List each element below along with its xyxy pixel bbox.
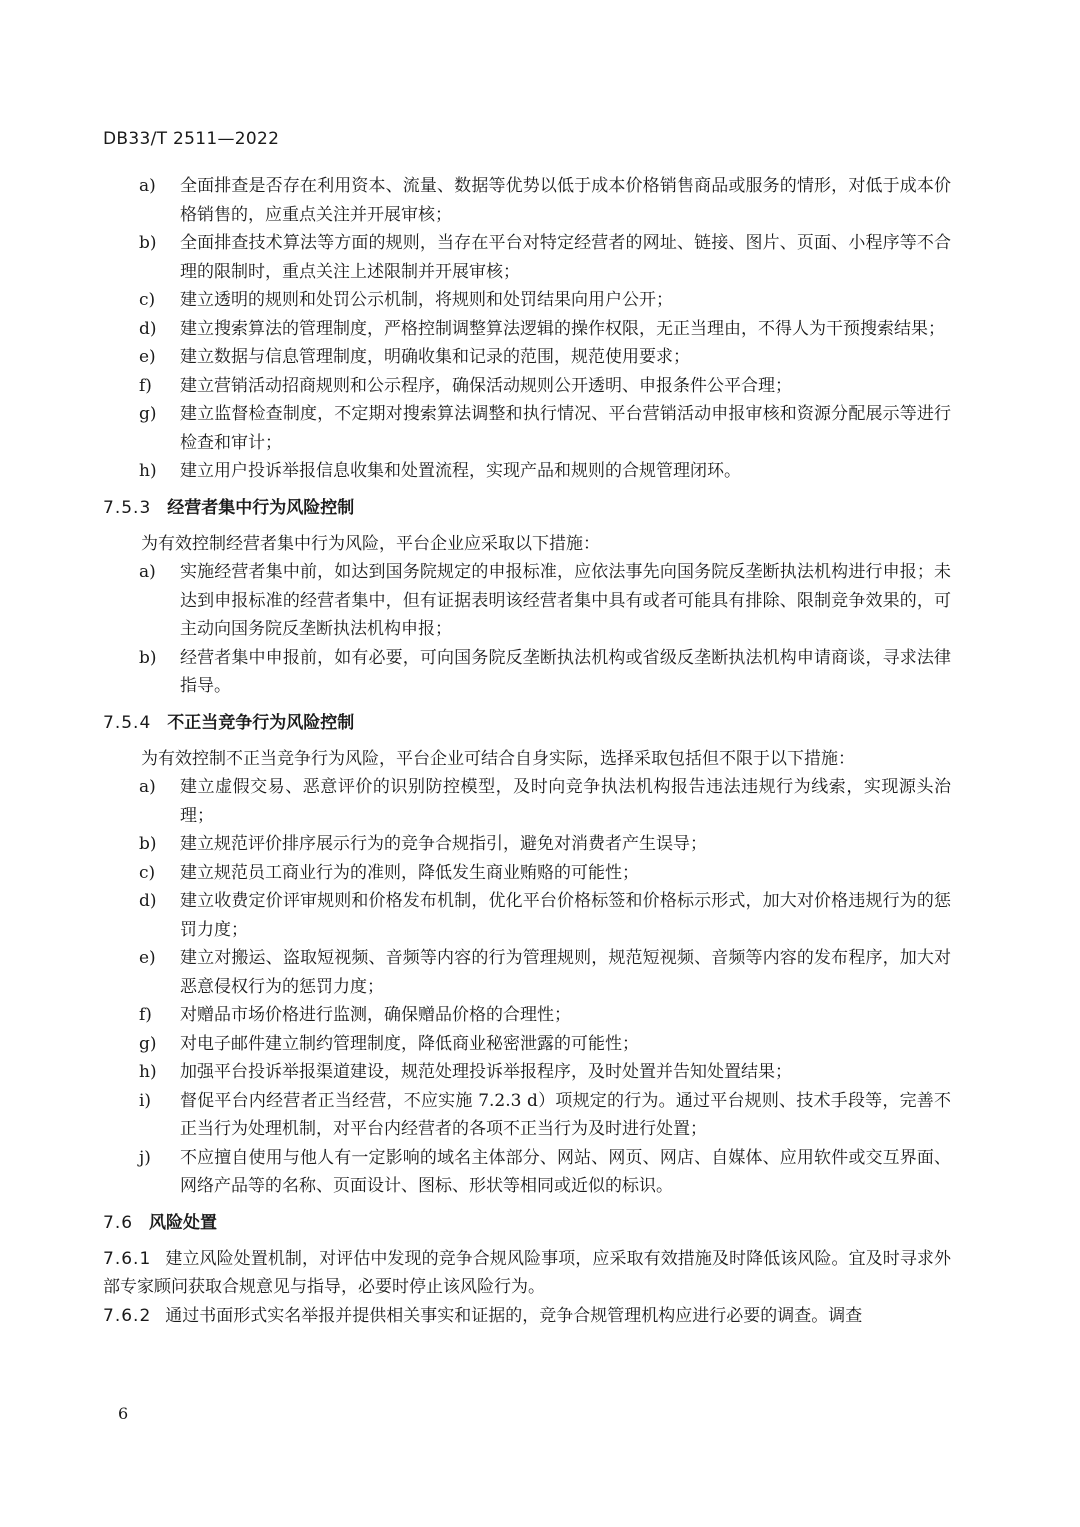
section-number: 7.5.4 (103, 712, 152, 733)
section-title: 不正当竞争行为风险控制 (167, 712, 355, 733)
item-marker: h) (139, 461, 157, 481)
item-marker: f) (139, 375, 152, 396)
item-marker: b) (139, 834, 157, 854)
item-text: 全面排查是否存在利用资本、流量、数据等优势以低于成本价格销售商品或服务的情形，对低于成本价格销售的，应重点关注并开展审核； (180, 176, 951, 225)
item-text: 建立数据与信息管理制度，明确收集和记录的范围，规范使用要求； (180, 347, 690, 367)
item-marker: c) (139, 290, 156, 310)
item-text: 建立虚假交易、恶意评价的识别防控模型，及时向竞争执法机构报告违法违规行为线索，实现源头治理； (180, 777, 951, 826)
item-marker: a) (139, 777, 156, 797)
item-text: 建立监督检查制度，不定期对搜索算法调整和执行情况、平台营销活动申报审核和资源分配展示等进行检查和审计； (180, 404, 951, 453)
item-marker: b) (139, 233, 157, 253)
clause-text: 建立风险处置机制，对评估中发现的竞争合规风险事项，应采取有效措施及时降低该风险。宜及时寻求外部专家顾问获取合规意见与指导，必要时停止该风险行为。 (103, 1248, 951, 1297)
item-text: 督促平台内经营者正当经营，不应实施 7.2.3 d）项规定的行为。通过平台规则、技术手段等，完善不正当行为处理机制，对平台内经营者的各项不正当行为及时进行处置； (180, 1090, 951, 1139)
item-text: 加强平台投诉举报渠道建设，规范处理投诉举报程序，及时处置并告知处置结果； (180, 1062, 792, 1082)
item-text: 对电子邮件建立制约管理制度，降低商业秘密泄露的可能性； (180, 1033, 639, 1054)
item-marker: a) (139, 562, 156, 582)
item-marker: j) (139, 1147, 151, 1168)
item-text: 建立收费定价评审规则和价格发布机制，优化平台价格标签和价格标示形式，加大对价格违规行为的惩罚力度； (180, 891, 951, 940)
item-text: 建立透明的规则和处罚公示机制，将规则和处罚结果向用户公开； (180, 290, 673, 310)
standard-code-header: DB33/T 2511—2022 (103, 129, 280, 149)
item-text: 对赠品市场价格进行监测，确保赠品价格的合理性； (180, 1005, 571, 1025)
section-heading-7-6 (103, 1209, 951, 1237)
section-title: 风险处置 (149, 1212, 218, 1233)
section-intro: 为有效控制不正当竞争行为风险，平台企业可结合自身实际，选择采取包括但不限于以下措施： (141, 748, 855, 769)
list-item (103, 457, 951, 486)
list-item (103, 229, 951, 286)
item-marker: a) (139, 176, 156, 196)
item-text: 建立对搬运、盗取短视频、音频等内容的行为管理规则，规范短视频、音频等内容的发布程序，加大对恶意侵权行为的惩罚力度； (180, 948, 951, 997)
item-marker: h) (139, 1062, 157, 1082)
item-text: 建立规范员工商业行为的准则，降低发生商业贿赂的可能性； (180, 862, 639, 883)
item-marker: g) (139, 404, 157, 424)
item-text: 建立用户投诉举报信息收集和处置流程，实现产品和规则的合规管理闭环。 (180, 461, 741, 481)
list-item (103, 372, 951, 401)
item-text: 实施经营者集中前，如达到国务院规定的申报标准，应依法事先向国务院反垄断执法机构进行申报；未达到申报标准的经营者集中，但有证据表明该经营者集中具有或者可能具有排除、限制竞争效果的，可主动向国务院反垄断执法机构申报； (180, 562, 951, 639)
clause-7-6-2 (103, 1302, 951, 1331)
section-title: 经营者集中行为风险控制 (167, 497, 355, 518)
list-item (103, 830, 951, 859)
list-item (103, 944, 951, 1001)
list-item (103, 315, 951, 344)
section-heading-7-5-4 (103, 709, 951, 737)
item-text: 全面排查技术算法等方面的规则，当存在平台对特定经营者的网址、链接、图片、页面、小程序等不合理的限制时，重点关注上述限制并开展审核； (180, 233, 951, 282)
list-item (103, 773, 951, 830)
list-7-5-4 (103, 773, 951, 1201)
item-text: 不应擅自使用与他人有一定影响的域名主体部分、网站、网页、网店、自媒体、应用软件或交互界面、网络产品等的名称、页面设计、图标、形状等相同或近似的标识。 (180, 1147, 951, 1196)
item-marker: b) (139, 647, 157, 668)
clause-7-6-1 (103, 1245, 951, 1302)
list-item (103, 1030, 951, 1059)
list-item (103, 1058, 951, 1087)
page-number: 6 (118, 1404, 129, 1423)
list-item (103, 644, 951, 701)
list-item (103, 343, 951, 372)
clause-text: 通过书面形式实名举报并提供相关事实和证据的，竞争合规管理机构应进行必要的调查。调查 (165, 1305, 863, 1326)
list-item (103, 1144, 951, 1201)
item-text: 建立规范评价排序展示行为的竞争合规指引，避免对消费者产生误导； (180, 834, 707, 854)
list-item (103, 172, 951, 229)
list-7-5-3 (103, 558, 951, 701)
list-item (103, 286, 951, 315)
item-marker: e) (139, 948, 156, 968)
clause-number: 7.6.1 (103, 1248, 152, 1269)
item-marker: g) (139, 1033, 157, 1054)
section-number: 7.6 (103, 1212, 134, 1233)
item-marker: e) (139, 347, 156, 367)
clause-number: 7.6.2 (103, 1305, 152, 1326)
section-heading-7-5-3 (103, 494, 951, 522)
item-marker: c) (139, 862, 156, 883)
section-intro: 为有效控制经营者集中行为风险，平台企业应采取以下措施： (141, 533, 600, 554)
list-item (103, 859, 951, 888)
list-item (103, 558, 951, 644)
list-item (103, 1087, 951, 1144)
item-marker: i) (139, 1090, 152, 1111)
item-text: 建立搜索算法的管理制度，严格控制调整算法逻辑的操作权限，无正当理由，不得人为干预搜索结果； (180, 318, 945, 339)
item-text: 建立营销活动招商规则和公示程序，确保活动规则公开透明、申报条件公平合理； (180, 375, 792, 396)
item-marker: d) (139, 891, 157, 911)
item-marker: f) (139, 1005, 152, 1025)
list-item (103, 400, 951, 457)
section-number: 7.5.3 (103, 497, 152, 518)
list-item (103, 887, 951, 944)
item-text: 经营者集中申报前，如有必要，可向国务院反垄断执法机构或省级反垄断执法机构申请商谈，寻求法律指导。 (180, 647, 951, 696)
document-body (103, 172, 951, 1330)
item-marker: d) (139, 318, 157, 339)
list-7-5-2-tail (103, 172, 951, 486)
list-item (103, 1001, 951, 1030)
